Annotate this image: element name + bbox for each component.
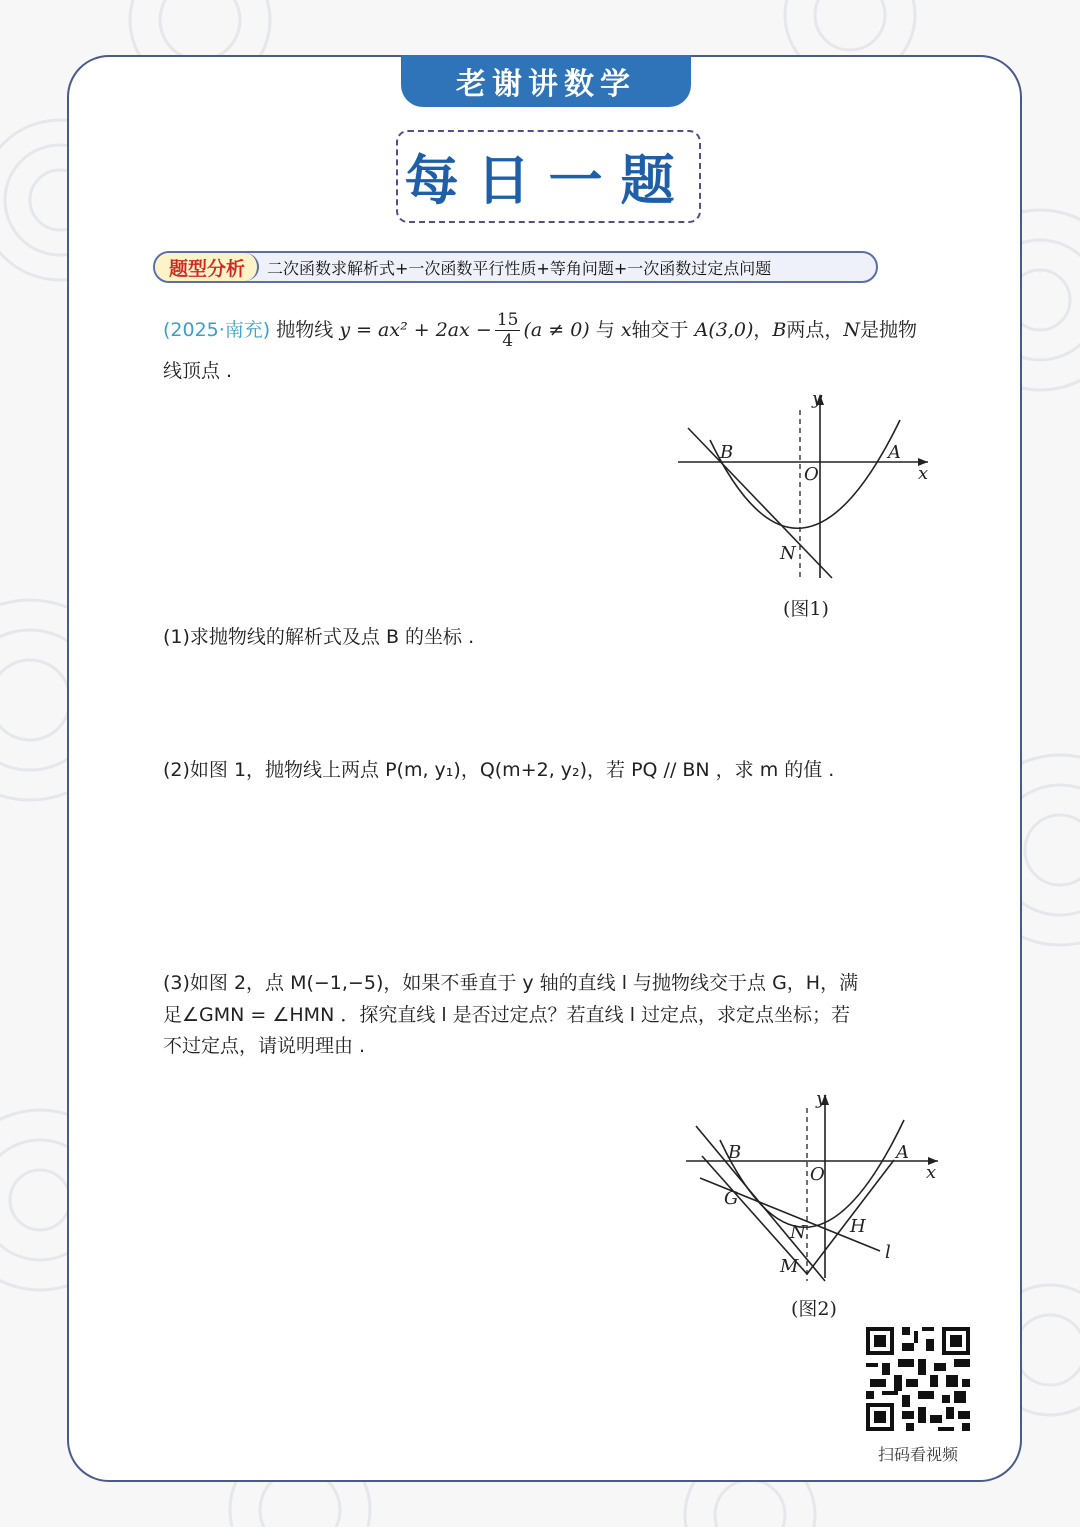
topic-text: 二次函数求解析式+一次函数平行性质+等角问题+一次函数过定点问题 <box>267 258 772 278</box>
fig1-label-y: y <box>812 388 823 409</box>
fig2-label-y: y <box>816 1088 827 1109</box>
fig1-label-b: B <box>720 442 734 463</box>
problem-intro-c: 轴交于 <box>631 319 689 341</box>
fig1-label-a: A <box>888 442 901 463</box>
question-2: (2)如图 1，抛物线上两点 P(m, y₁)，Q(m+2, y₂)，若 PQ // BN ，求 m 的值 . <box>163 759 835 781</box>
problem-point-b: B <box>772 319 787 341</box>
problem-equation: y = ax² + 2ax − <box>339 319 492 341</box>
fig2-label-n: N <box>790 1222 806 1243</box>
problem-x-var: x <box>620 319 632 341</box>
question-3-line-2: 足∠GMN = ∠HMN ．探究直线 l 是否过定点？若直线 l 过定点，求定点坐标；若 <box>163 1004 851 1026</box>
fraction-denominator: 4 <box>502 331 514 351</box>
fig2-label-x: x <box>926 1162 937 1183</box>
fig2-label-b: B <box>728 1142 742 1163</box>
figure-2-caption: (图2) <box>791 1298 837 1320</box>
topic-label: 题型分析 <box>155 253 259 281</box>
fig1-line-bn <box>688 428 832 578</box>
fig2-line-bn <box>696 1126 825 1281</box>
problem-intro-f: 是抛物 <box>859 319 917 341</box>
topic-bar <box>153 251 878 283</box>
problem-source: (2025·南充) <box>163 319 271 341</box>
qr-label: 扫码看视频 <box>877 1445 958 1464</box>
figure-1 <box>670 388 940 588</box>
question-3-line-3: 不过定点，请说明理由 . <box>163 1035 366 1057</box>
problem-intro-d: ， <box>753 319 773 341</box>
problem-fraction <box>495 310 521 351</box>
qr-code-icon[interactable] <box>866 1327 970 1431</box>
figure-2 <box>680 1086 950 1286</box>
problem-condition: (a ≠ 0) <box>523 319 590 341</box>
fig1-label-o: O <box>804 464 819 485</box>
problem-line-2: 线顶点 . <box>163 360 233 382</box>
fig2-label-l: l <box>885 1242 891 1263</box>
question-1: (1)求抛物线的解析式及点 B 的坐标 . <box>163 626 475 648</box>
figure-1-caption: (图1) <box>783 598 829 620</box>
fraction-numerator: 15 <box>496 310 519 330</box>
fig2-label-h: H <box>850 1216 866 1237</box>
brand-tab: 老谢讲数学 <box>401 55 691 107</box>
fig2-label-m: M <box>780 1256 799 1277</box>
fig2-label-o: O <box>810 1164 825 1185</box>
fig1-label-x: x <box>918 463 929 484</box>
problem-point-n: N <box>843 319 860 341</box>
problem-statement <box>163 310 917 351</box>
page-title: 每日一题 <box>396 130 701 223</box>
fig2-label-a: A <box>896 1142 909 1163</box>
problem-intro-a: 抛物线 <box>276 319 334 341</box>
problem-intro-e: 两点， <box>786 319 844 341</box>
problem-intro-b: 与 <box>595 319 615 341</box>
question-3-line-1: (3)如图 2，点 M(−1,−5)，如果不垂直于 y 轴的直线 l 与抛物线交于点 G，H，满 <box>163 972 859 994</box>
fig2-label-g: G <box>724 1188 739 1209</box>
problem-point-a: A(3,0) <box>694 319 754 341</box>
fig1-label-n: N <box>780 543 796 564</box>
